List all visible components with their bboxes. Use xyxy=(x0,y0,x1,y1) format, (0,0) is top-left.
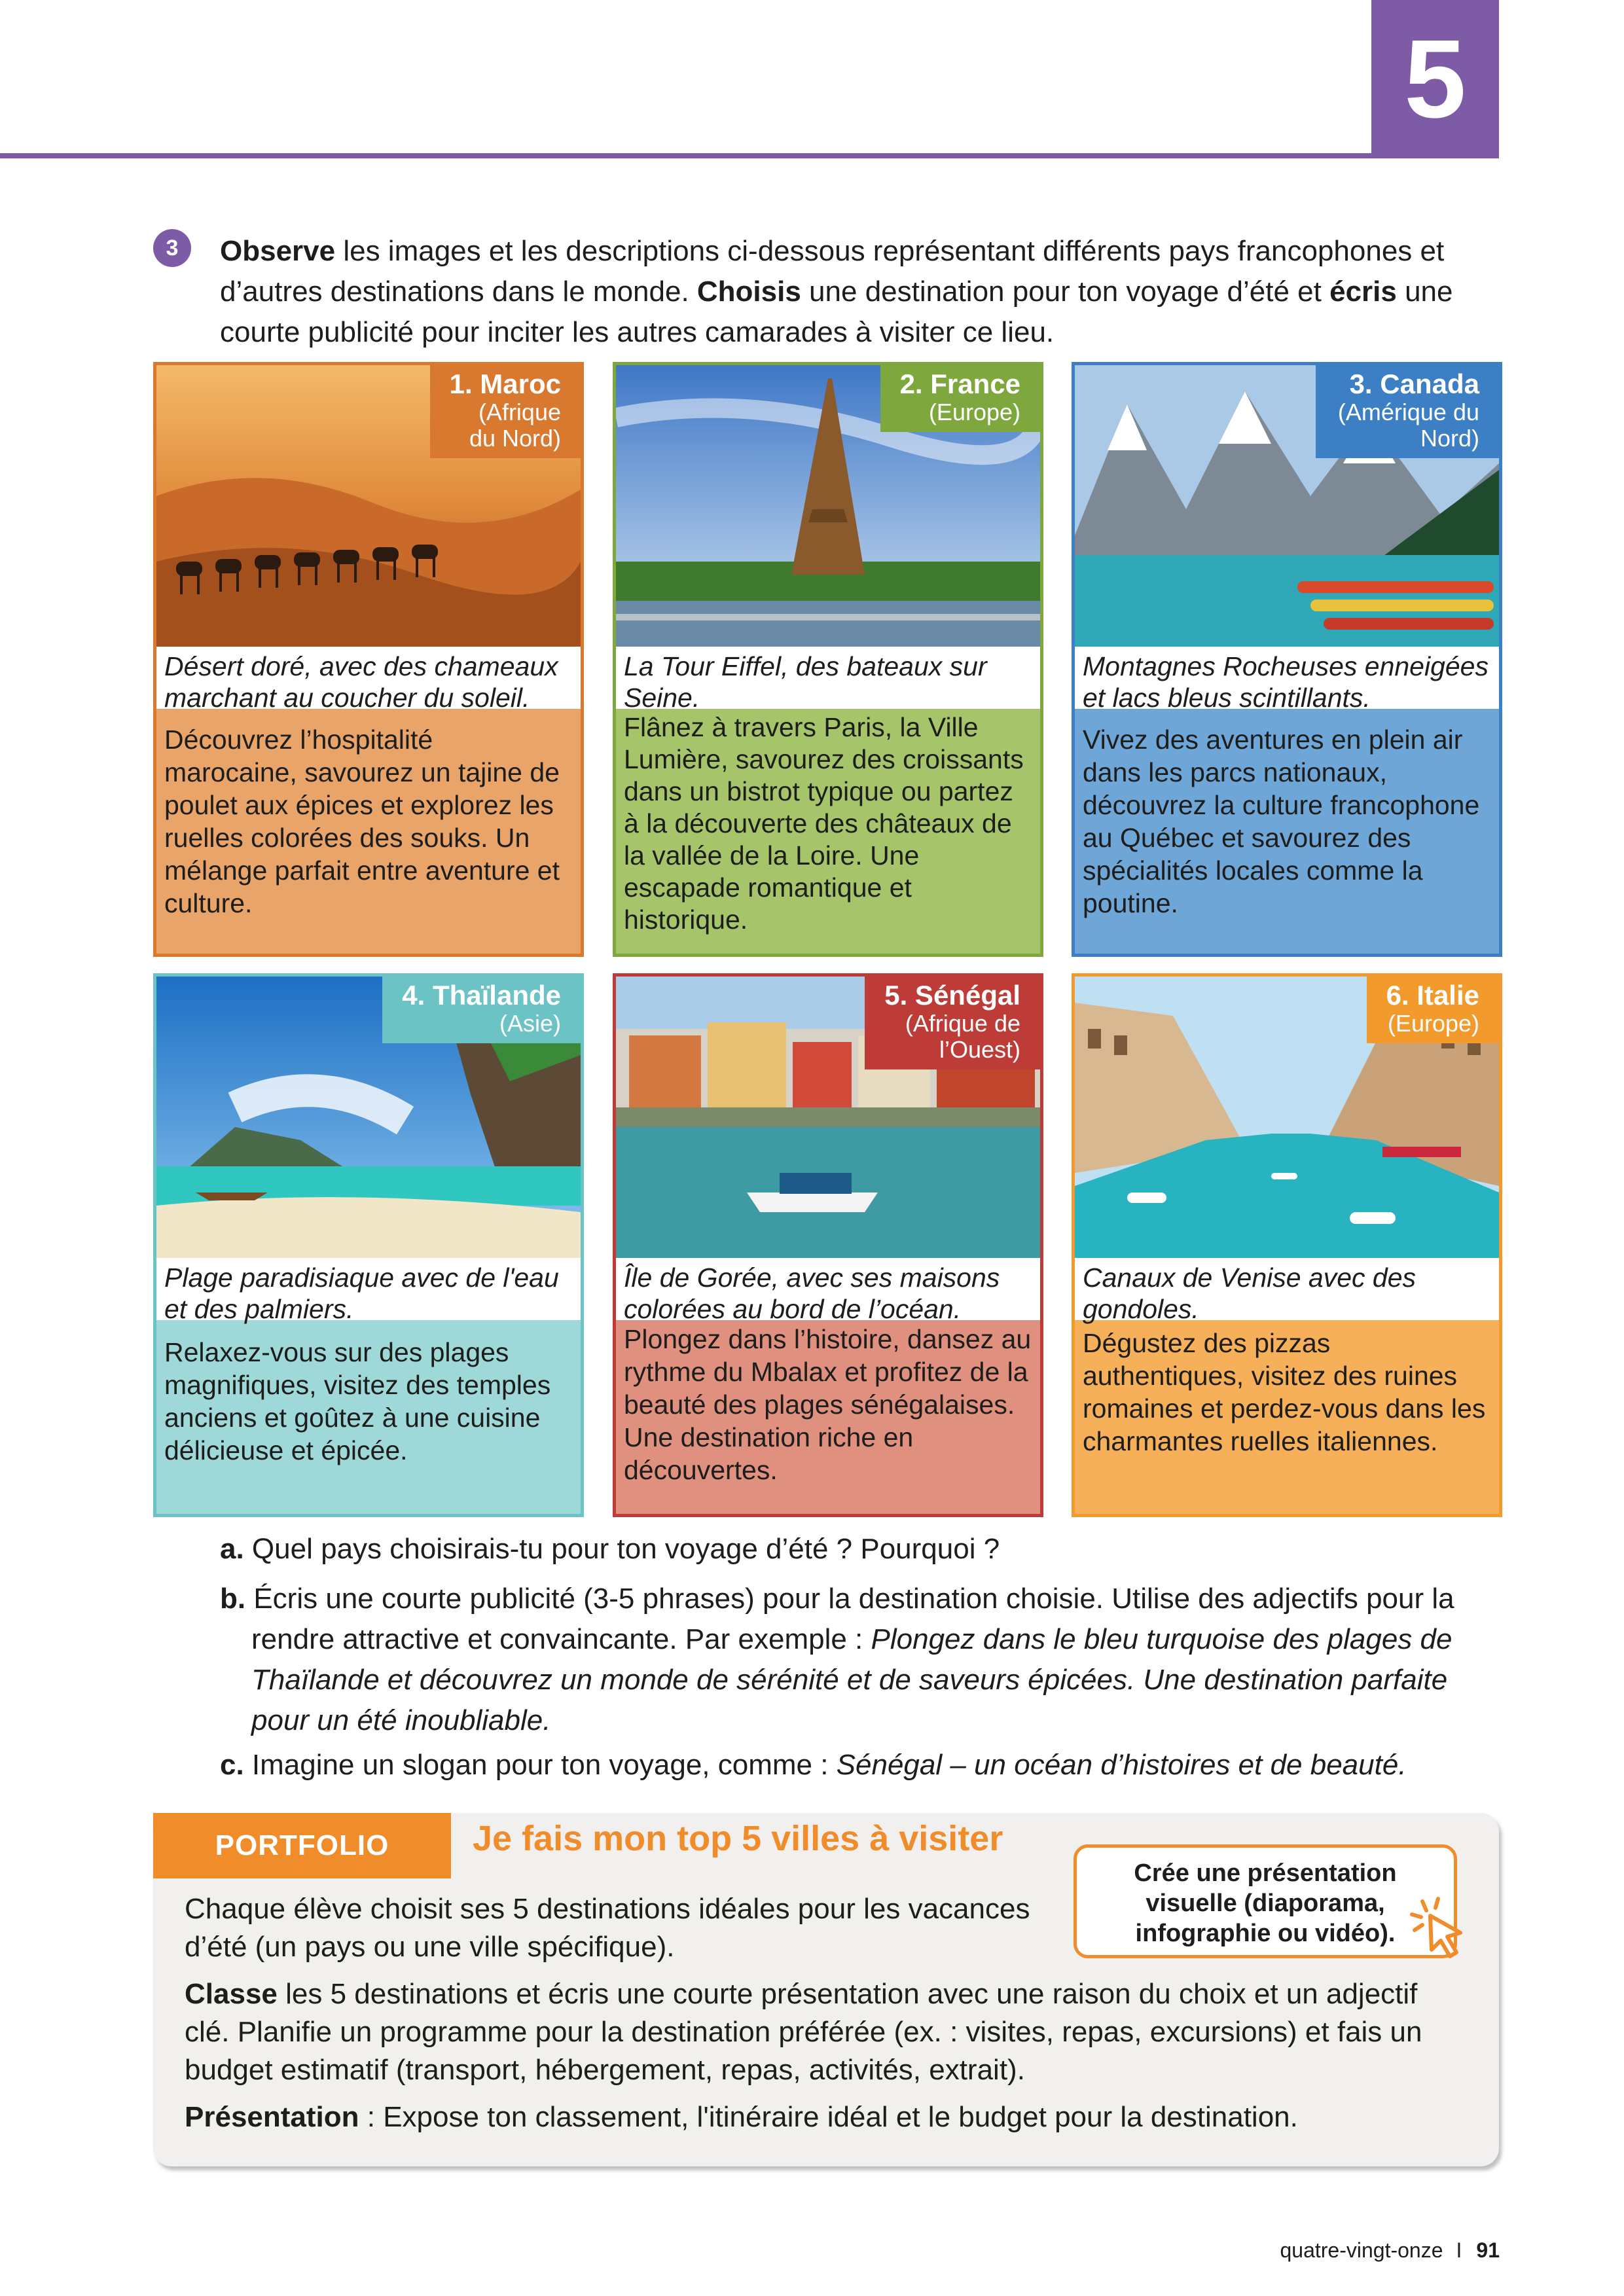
photo-caption: Désert doré, avec des chameaux marchant au coucher du soleil. xyxy=(156,647,581,709)
verb-choose: Choisis xyxy=(696,276,801,308)
portfolio-callout-text: Crée une présentation visuelle (diaporama, infographie ou vidéo). xyxy=(1134,1859,1397,1947)
question-c-text: Imagine un slogan pour ton voyage, comme : xyxy=(244,1749,837,1781)
destination-tag xyxy=(865,977,1040,1069)
destination-description: Dégustez des pizzas authentiques, visitez des ruines romaines et perdez-vous dans les charmantes ruelles italiennes. xyxy=(1083,1328,1486,1456)
destination-card-france xyxy=(613,362,1043,957)
question-b xyxy=(220,1579,1503,1741)
question-a-label: a. xyxy=(220,1533,244,1565)
destination-card-senegal xyxy=(613,973,1043,1517)
chapter-number: 5 xyxy=(1371,0,1499,158)
destination-name: 1. Maroc xyxy=(449,368,561,399)
destination-name: 2. France xyxy=(899,368,1020,399)
destination-card-canada xyxy=(1072,362,1502,957)
destination-name: 5. Sénégal xyxy=(884,980,1020,1011)
destination-tag xyxy=(382,977,581,1043)
verb-write: écris xyxy=(1329,276,1397,308)
question-c-example: Sénégal – un océan d’histoires et de beauté. xyxy=(836,1749,1407,1781)
photo-caption: Île de Gorée, avec ses maisons colorées au bord de l’océan. xyxy=(616,1258,1040,1320)
portfolio-tab: PORTFOLIO xyxy=(153,1813,451,1878)
question-c-label: c. xyxy=(220,1749,244,1781)
footer-separator: I xyxy=(1456,2238,1462,2262)
destination-name: 4. Thaïlande xyxy=(402,980,561,1011)
question-a xyxy=(220,1529,1503,1570)
destination-tag xyxy=(430,365,581,458)
photo-caption: La Tour Eiffel, des bateaux sur Seine. xyxy=(616,647,1040,709)
intro-text-3: une courte publicité pour inciter les autres camarades à visiter ce lieu. xyxy=(220,276,1453,348)
destination-description: Relaxez-vous sur des plages magnifiques, visitez des temples anciens et goûtez à une cuisine délicieuse et épicée. xyxy=(164,1337,551,1465)
portfolio-title: Je fais mon top 5 villes à visiter xyxy=(473,1819,1003,1858)
portfolio-callout xyxy=(1074,1844,1457,1958)
page-number-words: quatre-vingt-onze xyxy=(1280,2238,1443,2262)
destination-description: Vivez des aventures en plein air dans les parcs nationaux, découvrez la culture francophone au Québec et savourez des spécialités locales comme la poutine. xyxy=(1083,725,1480,918)
intro-text-2: une destination pour ton voyage d’été et xyxy=(801,276,1330,308)
destination-region: (Amérique du Nord) xyxy=(1337,399,1479,452)
portfolio-presentation xyxy=(185,2098,1468,2136)
destination-region: (Europe) xyxy=(928,399,1020,425)
question-a-text: Quel pays choisirais-tu pour ton voyage d’été ? Pourquoi ? xyxy=(244,1533,1000,1565)
photo-caption: Canaux de Venise avec des gondoles. xyxy=(1075,1258,1499,1320)
destination-tag xyxy=(1367,977,1499,1043)
page-footer xyxy=(1280,2238,1500,2263)
portfolio-presentation-label: Présentation xyxy=(185,2101,359,2133)
exercise-instructions xyxy=(220,231,1503,353)
question-b-example: Plongez dans le bleu turquoise des plages de Thaïlande et découvrez un monde de sérénité et de saveurs épicées. Une destination parfaite pour un été inoubliable. xyxy=(251,1623,1453,1736)
destination-description: Flânez à travers Paris, la Ville Lumière, savourez des croissants dans un bistrot typique ou partez à la découverte des châteaux de la vallée de la Loire. Une escapade romantique et historique. xyxy=(624,712,1024,935)
portfolio-classe xyxy=(185,1975,1468,2089)
question-c xyxy=(220,1745,1503,1785)
page-number: 91 xyxy=(1476,2238,1500,2262)
photo-caption: Plage paradisiaque avec de l'eau et des palmiers. xyxy=(156,1258,581,1320)
destination-region: (Afrique du Nord) xyxy=(469,399,561,452)
portfolio-classe-label: Classe xyxy=(185,1978,278,2010)
photo-caption: Montagnes Rocheuses enneigées et lacs bleus scintillants. xyxy=(1075,647,1499,709)
header-rule xyxy=(0,153,1499,158)
destination-card-italie xyxy=(1072,973,1502,1517)
destination-card-maroc xyxy=(153,362,584,957)
exercise-number-badge: 3 xyxy=(153,229,191,267)
portfolio-intro: Chaque élève choisit ses 5 destinations idéales pour les vacances d’été (un pays ou une ville spécifique). xyxy=(185,1893,1030,1963)
question-b-text: Écris une courte publicité (3-5 phrases) pour la destination choisie. Utilise des adjectifs pour la rendre attractive et convaincante. Par exemple : xyxy=(245,1583,1454,1655)
destination-card-thailande xyxy=(153,973,584,1517)
portfolio-classe-text: les 5 destinations et écris une courte présentation avec une raison du choix et un adjectif clé. Planifie un programme pour la destination préférée (ex. : visites, repas, excursions) et fais un budget estimatif (transport, hébergement, repas, activités, extrait). xyxy=(185,1978,1422,2086)
question-b-label: b. xyxy=(220,1583,246,1615)
destination-name: 3. Canada xyxy=(1349,368,1479,399)
destination-tag xyxy=(1316,365,1499,458)
click-pointer-icon xyxy=(1409,1895,1468,1960)
destination-name: 6. Italie xyxy=(1386,980,1479,1011)
destination-description: Plongez dans l’histoire, dansez au rythme du Mbalax et profitez de la beauté des plages sénégalaises. Une destination riche en découvertes. xyxy=(624,1324,1032,1485)
intro-text-1: les images et les descriptions ci-dessous représentant différents pays francophones et d’autres destinations dans le monde. xyxy=(220,235,1445,308)
portfolio-presentation-text: : Expose ton classement, l'itinéraire idéal et le budget pour la destination. xyxy=(359,2101,1298,2133)
verb-observe: Observe xyxy=(220,235,336,267)
destination-region: (Asie) xyxy=(499,1010,561,1037)
destination-tag xyxy=(880,365,1040,432)
destination-region: (Afrique de l’Ouest) xyxy=(905,1010,1020,1063)
destination-region: (Europe) xyxy=(1387,1010,1479,1037)
destination-description: Découvrez l’hospitalité marocaine, savourez un tajine de poulet aux épices et explorez les ruelles colorées des souks. Un mélange parfait entre aventure et culture. xyxy=(164,725,560,918)
